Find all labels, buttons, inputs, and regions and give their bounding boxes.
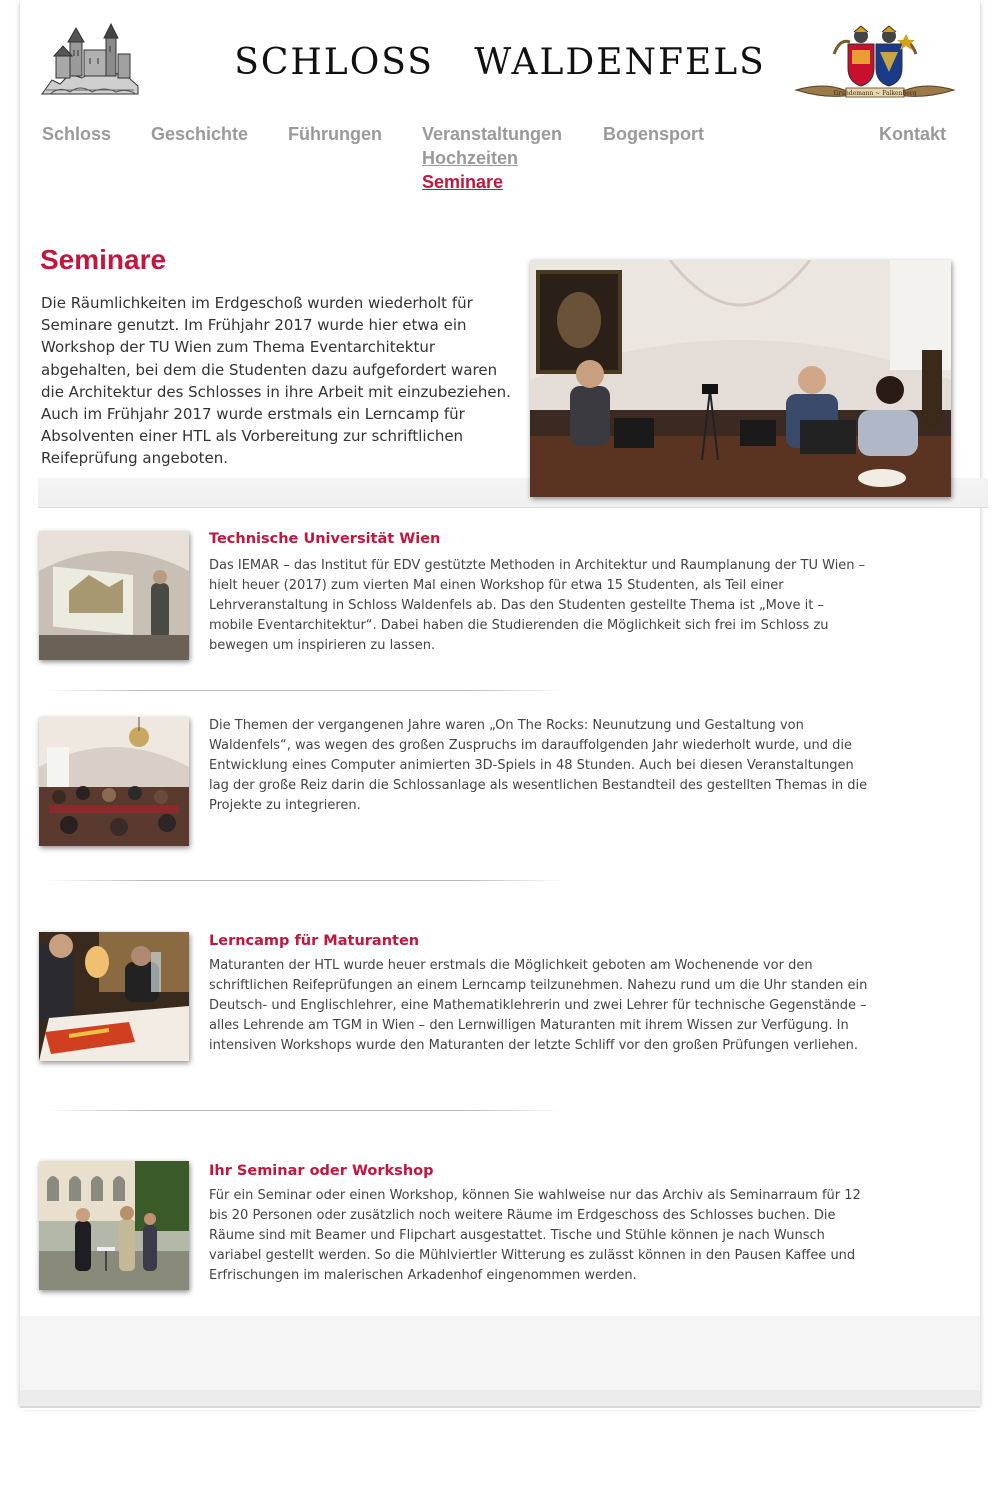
section-title-tu-wien: Technische Universität Wien <box>209 531 441 547</box>
section-divider <box>46 1110 566 1111</box>
section-title-lerncamp: Lerncamp für Maturanten <box>209 933 420 949</box>
section-title-workshop: Ihr Seminar oder Workshop <box>209 1163 434 1179</box>
section-text-tu-wien: Das IEMAR – das Institut für EDV gestützte Methoden in Architektur und Raumplanung der TU Wien – hielt heuer (2017) zum vierten Mal einen Workshop für etwa 15 Studenten, als Teil einer Lehrveranstaltung in Schloss Waldenfels ab. Das den Studenten gestellte Thema ist „Move it – mobile Eventarchitektur“. Dabei haben die Studierenden die Möglichkeit sich frei im Schloss zu bewegen um inspirieren zu lassen. <box>209 558 866 653</box>
nav-item-schloss[interactable]: Schloss <box>42 124 112 144</box>
section-divider <box>46 690 566 691</box>
seminar-room-photo <box>530 260 951 497</box>
nav-subitem-seminare[interactable]: Seminare <box>422 172 504 192</box>
page-container <box>20 0 980 1410</box>
section-thumbnail-workshop <box>39 1161 189 1290</box>
nav-item-kontakt[interactable]: Kontakt <box>879 124 946 144</box>
section-text-past-themes: Die Themen der vergangenen Jahre waren „On The Rocks: Neunutzung und Gestaltung von Waldenfels“, was wegen des großen Zuspruchs im darauffolgenden Jahr wiederholt wurde, und die Entwicklung eines Computer animierten 3D-Spiels in 48 Stunden. Auch bei diesen Veranstaltungen lag der große Reiz darin die Schlossanlage als wesentlichen Bestandteil des gestellten Themas in die Projekte zu integrieren. <box>209 718 868 813</box>
site-title: SCHLOSS WALDENFELS <box>234 42 766 83</box>
section-thumbnail-past-themes <box>39 717 189 846</box>
nav-item-geschichte[interactable]: Geschichte <box>151 124 249 144</box>
footer <box>20 1316 980 1408</box>
section-text-workshop: Für ein Seminar oder einen Workshop, können Sie wahlweise nur das Archiv als Seminarraum für 12 bis 20 Personen oder zusätzlich noch weitere Räume im Erdgeschoss des Schlosses buchen. Die Räume sind mit Beamer und Flipchart ausgestattet. Tische und Stühle können je nach Wunsch variabel gestellt werden. So die Mühlviertler Witterung es zulässt können in den Pausen Kaffee und Erfrischungen im malerischen Arkadenhof eingenommen werden. <box>209 1188 861 1283</box>
section-thumbnail-tu-wien <box>39 531 189 660</box>
page-title: Seminare <box>40 244 167 275</box>
crest-motto: Grundemann ~ Falkenberg <box>833 90 917 97</box>
section-divider <box>46 880 566 881</box>
nav-item-veranstaltungen[interactable]: Veranstaltungen <box>422 124 563 144</box>
nav-item-bogensport[interactable]: Bogensport <box>603 124 704 144</box>
coat-of-arms-crest <box>794 24 956 102</box>
nav-item-fuehrungen[interactable]: Führungen <box>288 124 382 144</box>
section-text-lerncamp: Maturanten der HTL wurde heuer erstmals die Möglichkeit geboten am Wochenende vor den schriftlichen Reifeprüfungen an einem Lerncamp teilzunehmen. Nahezu rund um die Uhr standen ein Deutsch- und Englischlehrer, eine Mathematiklehrerin und zwei Lehrer für technische Gegenstände – alles Lehrende am TGM in Wien – den Lernwilligen Maturanten mit ihrem Wissen zur Verfügung. In intensiven Workshops wurde den Maturanten der letzte Schliff vor den großen Prüfungen verliehen. <box>209 958 868 1053</box>
nav-subitem-hochzeiten[interactable]: Hochzeiten <box>422 148 519 168</box>
intro-paragraph: Die Räumlichkeiten im Erdgeschoß wurden wiederholt für Seminare genutzt. Im Frühjahr 2017 wurde hier etwa ein Workshop der TU Wien zum Thema Eventarchitektur abgehalten, bei dem die Studenten dazu aufgefordert waren die Architektur des Schlosses in ihre Arbeit mit einzubeziehen. Auch im Frühjahr 2017 wurde erstmals ein Lerncamp für Absolventen einer HTL als Vorbereitung zur schriftlichen Reifeprüfung angeboten. <box>41 294 511 468</box>
footer-strip <box>20 1390 980 1406</box>
section-thumbnail-lerncamp <box>39 932 189 1061</box>
